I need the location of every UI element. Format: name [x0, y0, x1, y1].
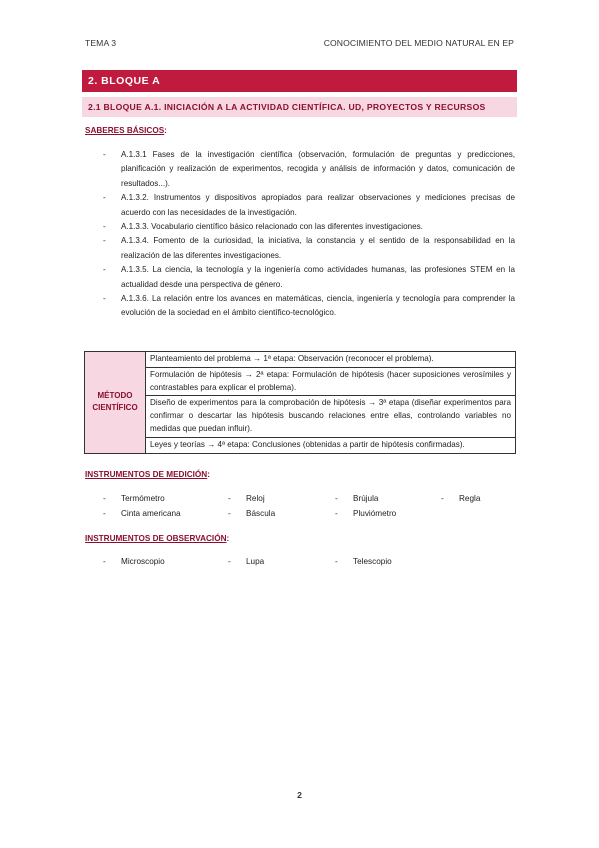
saberes-item-text: A.1.3.4. Fomento de la curiosidad, la iniciativa, la constancia y el sentido de la responsabilidad en la realización de las diferentes investigaciones. [121, 236, 515, 260]
saberes-label-text: SABERES BÁSICOS [85, 126, 165, 135]
list-item-text: Regla [459, 494, 481, 503]
bullet-dash: - [103, 509, 106, 518]
observacion-label [85, 534, 229, 543]
observacion-grid [85, 557, 515, 572]
saberes-item [85, 191, 515, 220]
bullet-dash: - [103, 150, 106, 159]
medicion-colon: : [207, 470, 210, 479]
bullet-dash: - [103, 494, 106, 503]
table-row [85, 437, 516, 453]
observacion-label-text: INSTRUMENTOS DE OBSERVACIÓN [85, 534, 227, 543]
medicion-grid [85, 494, 515, 524]
list-item-text: Reloj [246, 494, 265, 503]
table-row [85, 367, 516, 396]
saberes-colon: : [164, 126, 167, 135]
list-item-text: Brújula [353, 494, 379, 503]
bullet-dash: - [228, 509, 231, 518]
list-item-text: Pluviómetro [353, 509, 397, 518]
medicion-row [85, 509, 515, 524]
metodo-row-1: Planteamiento del problema → 1ª etapa: Observación (reconocer el problema). [146, 352, 516, 368]
list-item-text: Lupa [246, 557, 265, 566]
bullet-dash: - [103, 265, 106, 275]
saberes-label [85, 126, 167, 135]
table-row [85, 352, 516, 368]
metodo-cientifico-table [84, 351, 516, 454]
list-item-text: Microscopio [121, 557, 165, 566]
page-number: 2 [297, 790, 302, 800]
metodo-row-2: Formulación de hipótesis → 2ª etapa: Formulación de hipótesis (hacer suposiciones verosímiles y contrastables para explicar el problema). [146, 367, 516, 396]
saberes-item-text: A.1.3.6. La relación entre los avances en matemáticas, ciencia, ingeniería y tecnología para comprender la evolución de la sociedad en el ámbito científico-tecnológico. [121, 294, 515, 318]
bullet-dash: - [335, 557, 338, 566]
saberes-item [85, 220, 515, 234]
saberes-item [85, 148, 515, 191]
saberes-list [85, 148, 515, 321]
section-title: 2. BLOQUE A [82, 70, 517, 92]
header-right: CONOCIMIENTO DEL MEDIO NATURAL EN EP [323, 38, 514, 48]
saberes-item-text: A.1.3.2. Instrumentos y dispositivos apropiados para realizar observaciones y mediciones precisas de acuerdo con las necesidades de la investigación. [121, 193, 515, 217]
observacion-row [85, 557, 515, 572]
list-item-text: Báscula [246, 509, 276, 518]
medicion-label-text: INSTRUMENTOS DE MEDICIÓN [85, 470, 208, 479]
saberes-item-text: A.1.3.3. Vocabulario científico básico relacionado con las diferentes investigaciones. [121, 222, 423, 232]
medicion-label [85, 470, 210, 479]
bullet-dash: - [103, 294, 106, 304]
section-subtitle: 2.1 BLOQUE A.1. INICIACIÓN A LA ACTIVIDAD CIENTÍFICA. UD, PROYECTOS Y RECURSOS [82, 97, 517, 117]
saberes-item [85, 292, 515, 321]
bullet-dash: - [441, 494, 444, 503]
bullet-dash: - [103, 193, 106, 203]
bullet-dash: - [228, 557, 231, 566]
list-item-text: Termómetro [121, 494, 165, 503]
metodo-head: MÉTODO CIENTÍFICO [85, 352, 146, 454]
saberes-item-text: A.1.3.1 Fases de la investigación científica (observación, formulación de preguntas y predicciones, planificación y realización de experimentos, recogida y análisis de información y datos, comunicación de resultados...). [121, 150, 515, 188]
bullet-dash: - [103, 557, 106, 566]
bullet-dash: - [103, 222, 106, 232]
metodo-row-4: Leyes y teorías → 4ª etapa: Conclusiones (obtenidas a partir de hipótesis confirmadas). [146, 437, 516, 453]
bullet-dash: - [228, 494, 231, 503]
medicion-row [85, 494, 515, 509]
bullet-dash: - [103, 236, 106, 246]
list-item-text: Telescopio [353, 557, 392, 566]
header-left: TEMA 3 [85, 38, 117, 48]
bullet-dash: - [335, 509, 338, 518]
metodo-row-3: Diseño de experimentos para la comprobación de hipótesis → 3ª etapa (diseñar experimentos para confirmar o descartar las hipótesis buscando relaciones entre ellas, controlando variables no medidas que puedan influir). [146, 396, 516, 437]
observacion-colon: : [226, 534, 230, 543]
saberes-item [85, 263, 515, 292]
saberes-item [85, 234, 515, 263]
saberes-item-text: A.1.3.5. La ciencia, la tecnología y la ingeniería como actividades humanas, las profesiones STEM en la actualidad desde una perspectiva de género. [121, 265, 515, 289]
list-item-text: Cinta americana [121, 509, 181, 518]
bullet-dash: - [335, 494, 338, 503]
table-row [85, 396, 516, 437]
